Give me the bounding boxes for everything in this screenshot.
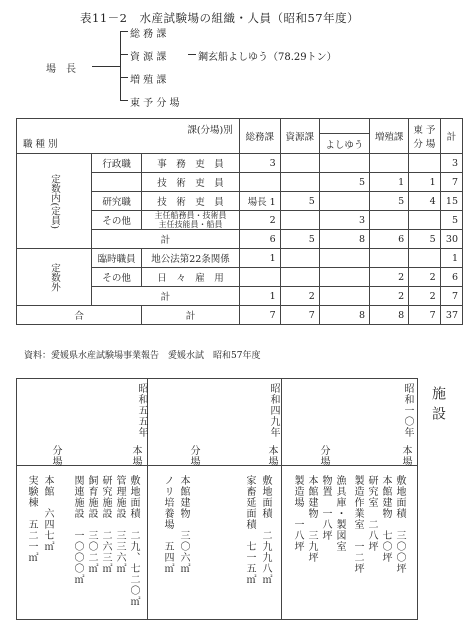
facility-item: 飼育施設 三〇二㎡ bbox=[86, 475, 97, 574]
block-label: 分場 bbox=[188, 445, 199, 467]
cell bbox=[280, 173, 319, 192]
cell: 7 bbox=[409, 306, 441, 325]
cell bbox=[280, 154, 319, 173]
cell: 2 bbox=[239, 211, 280, 230]
facility-item: 物置 一八坪 bbox=[320, 475, 331, 541]
header-toyo: 東 予 分 場 bbox=[409, 119, 441, 154]
cell: 5 bbox=[409, 230, 441, 249]
cell: 2 bbox=[370, 287, 409, 306]
cell: 1 bbox=[239, 249, 280, 268]
block-label: 本場 bbox=[266, 445, 277, 467]
cell: 1 bbox=[409, 173, 441, 192]
row-title: 地公法第22条関係 bbox=[142, 249, 240, 268]
block-label: 分場 bbox=[318, 445, 329, 467]
group-teisuunai: 定数内(定員) bbox=[17, 154, 92, 249]
row-title: 計 bbox=[142, 306, 240, 325]
row-group: 臨時職員 bbox=[92, 249, 142, 268]
facility-item: 敷地面積 二九九八㎡ bbox=[260, 475, 271, 585]
era-label: 昭和四九年 bbox=[268, 383, 279, 438]
block-label: 本場 bbox=[400, 445, 411, 467]
group-teisuugai: 定数外 bbox=[17, 249, 92, 306]
cell: 1 bbox=[239, 287, 280, 306]
cell bbox=[319, 268, 369, 287]
cell: 37 bbox=[440, 306, 462, 325]
cell: 7 bbox=[280, 306, 319, 325]
header-somu: 総務課 bbox=[239, 119, 280, 154]
org-section: 総 務 課 bbox=[130, 29, 167, 40]
table-row bbox=[17, 154, 463, 173]
row-group: 研究職 bbox=[92, 192, 142, 211]
facility-item: 研究施設 二六三㎡ bbox=[100, 475, 111, 574]
era-label: 昭和一〇年 bbox=[402, 383, 413, 438]
cell: 7 bbox=[440, 287, 462, 306]
row-title: 計 bbox=[92, 230, 240, 249]
cell: 2 bbox=[280, 287, 319, 306]
cell bbox=[239, 268, 280, 287]
cell bbox=[409, 249, 441, 268]
era-label: 昭和五五年 bbox=[136, 383, 147, 438]
source-note: 資料：愛媛県水産試験場事業報告 愛媛水試 昭和57年度 bbox=[24, 351, 261, 361]
row-group: 合 bbox=[17, 306, 142, 325]
cell bbox=[409, 154, 441, 173]
row-title: 日 々 雇 用 bbox=[142, 268, 240, 287]
cell: 5 bbox=[370, 192, 409, 211]
facility-item: 本館建物 七〇坪 bbox=[380, 475, 391, 563]
cell: 6 bbox=[239, 230, 280, 249]
row-group: 行政職 bbox=[92, 154, 142, 173]
row-title: 技 術 吏 員 bbox=[142, 192, 240, 211]
cell bbox=[319, 192, 369, 211]
cell: 1 bbox=[440, 249, 462, 268]
cell: 8 bbox=[319, 306, 369, 325]
facility-item: 敷地面積 二九、七二〇㎡ bbox=[128, 475, 139, 607]
cell: 2 bbox=[409, 287, 441, 306]
facility-item: 敷地面積 三〇〇坪 bbox=[394, 475, 405, 574]
cell bbox=[319, 154, 369, 173]
header-shigen: 資源課 bbox=[280, 119, 319, 154]
cell bbox=[319, 249, 369, 268]
cell: 6 bbox=[440, 268, 462, 287]
cell: 7 bbox=[239, 306, 280, 325]
facility-item: 本館建物 三〇六㎡ bbox=[178, 475, 189, 574]
cell: 5 bbox=[319, 173, 369, 192]
cell: 5 bbox=[280, 192, 319, 211]
block-label: 本場 bbox=[130, 445, 141, 467]
facility-item: ノリ培養場 五四㎡ bbox=[162, 475, 173, 574]
row-title: 主任船務員・技術員 主任技能員・船員 bbox=[142, 211, 240, 230]
org-vessel: 鋼玄船よしゆう（78.29トン） bbox=[198, 52, 337, 63]
cell: 30 bbox=[440, 230, 462, 249]
cell: 8 bbox=[370, 306, 409, 325]
facility-item: 関連施設 一〇〇〇㎡ bbox=[72, 475, 83, 585]
cell bbox=[319, 287, 369, 306]
table-row bbox=[17, 306, 463, 325]
cell: 3 bbox=[319, 211, 369, 230]
cell: 場長 1 bbox=[239, 192, 280, 211]
facility-item: 研究室 二八坪 bbox=[366, 475, 377, 552]
cell bbox=[370, 211, 409, 230]
org-section: 東 予 分 場 bbox=[130, 98, 180, 109]
facility-item: 本館 六四七㎡ bbox=[42, 475, 53, 552]
cell: 8 bbox=[319, 230, 369, 249]
cell bbox=[370, 249, 409, 268]
facility-item: 製造場 一八坪 bbox=[292, 475, 303, 552]
table-title: 表11－2 水産試験場の組織・人員（昭和57年度） bbox=[80, 11, 360, 25]
org-head: 場 長 bbox=[46, 64, 76, 75]
header-total: 計 bbox=[440, 119, 462, 154]
row-title: 計 bbox=[92, 287, 240, 306]
corner-bottom-label: 職 種 別 bbox=[23, 139, 58, 150]
header-zoshoku: 増殖課 bbox=[370, 119, 409, 154]
facility-item: 管理施設 三三六㎡ bbox=[114, 475, 125, 574]
facility-item: 漁具庫・製図室 bbox=[334, 475, 345, 552]
row-title: 技 術 吏 員 bbox=[142, 173, 240, 192]
cell bbox=[370, 154, 409, 173]
block-label: 分場 bbox=[50, 445, 61, 467]
corner-top-label: 課(分場)別 bbox=[187, 125, 233, 136]
table-row bbox=[17, 249, 463, 268]
row-group: その他 bbox=[92, 268, 142, 287]
org-section: 増 殖 課 bbox=[130, 75, 167, 86]
facility-item: 本館建物 三九坪 bbox=[306, 475, 317, 563]
cell: 5 bbox=[440, 211, 462, 230]
row-title: 事 務 吏 員 bbox=[142, 154, 240, 173]
facility-table bbox=[16, 378, 418, 620]
cell: 4 bbox=[409, 192, 441, 211]
cell: 15 bbox=[440, 192, 462, 211]
facility-item: 家畜延面積 七一五㎡ bbox=[244, 475, 255, 585]
staff-table bbox=[16, 118, 463, 325]
cell: 3 bbox=[239, 154, 280, 173]
cell: 2 bbox=[409, 268, 441, 287]
cell: 5 bbox=[280, 230, 319, 249]
cell bbox=[409, 211, 441, 230]
cell: 1 bbox=[370, 173, 409, 192]
row-group: その他 bbox=[92, 211, 142, 230]
facility-item: 実験棟 五二一㎡ bbox=[26, 475, 37, 563]
cell: 6 bbox=[370, 230, 409, 249]
cell bbox=[280, 249, 319, 268]
header-yoshiyu: よしゆう bbox=[319, 134, 369, 154]
cell: 7 bbox=[440, 173, 462, 192]
cell: 2 bbox=[370, 268, 409, 287]
cell bbox=[239, 173, 280, 192]
facility-item: 製造作業室 一二坪 bbox=[352, 475, 363, 574]
facility-title: 施設 bbox=[430, 386, 446, 426]
cell bbox=[280, 268, 319, 287]
cell bbox=[280, 211, 319, 230]
cell: 3 bbox=[440, 154, 462, 173]
org-section: 資 源 課 bbox=[130, 52, 167, 63]
